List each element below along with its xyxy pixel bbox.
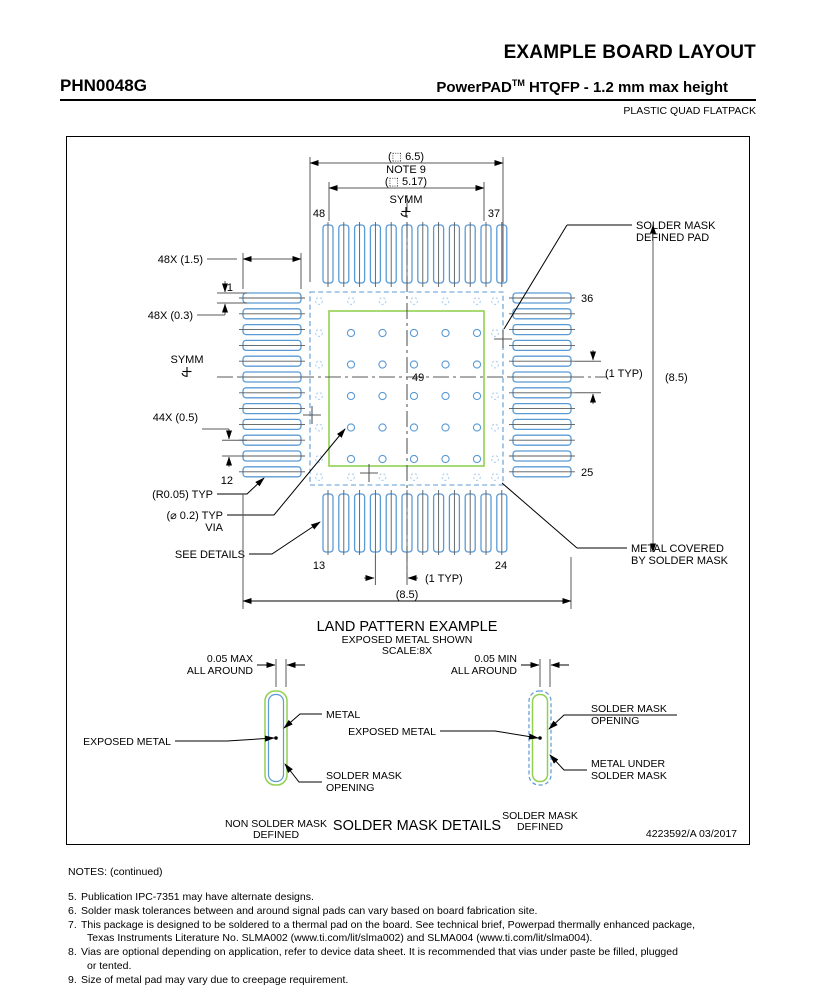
detail-left-leader-metal xyxy=(284,714,322,728)
detail-solder-mask-defined xyxy=(348,653,677,833)
note-text: Vias are optional depending on application, refer to device data sheet. It is recommended that vias under paste be filled, plugged or tented. xyxy=(81,946,678,973)
dim-85-right-label: (8.5) xyxy=(665,372,688,384)
detail-left-leader-exposed xyxy=(175,738,274,741)
detail-left-dimension xyxy=(257,659,305,687)
callout-smd-pad-line1: SOLDER MASK xyxy=(636,220,716,232)
package-description xyxy=(436,78,728,96)
detail-left-caption-1: NON SOLDER MASK xyxy=(224,818,328,830)
dim-via-label: (⌀ 0.2) TYP xyxy=(166,510,223,522)
dim-outer-label: (⬚ 6.5) xyxy=(387,151,425,163)
detail-right-label-under-2: SOLDER MASK xyxy=(591,770,667,782)
detail-left-label-opening-2: OPENING xyxy=(326,782,375,794)
detail-left-label-metal: METAL xyxy=(326,709,361,721)
pin-label-12: 12 xyxy=(220,475,233,487)
detail-left-label-opening-1: SOLDER MASK xyxy=(326,770,402,782)
drawing-number: 4223592/A 03/2017 xyxy=(645,828,737,840)
detail-left-exposed-dot xyxy=(274,736,278,740)
centerline-symbol-left xyxy=(182,367,192,377)
top-pad-row xyxy=(323,225,507,283)
see-details-label: SEE DETAILS xyxy=(174,549,245,561)
drawing-number-block xyxy=(67,824,748,844)
land-pattern-view xyxy=(148,151,729,657)
note-number: 7. xyxy=(68,918,77,931)
dimension-48x-15 xyxy=(207,253,301,289)
note-item xyxy=(68,891,808,905)
detail-right-dim-line2: ALL AROUND xyxy=(450,665,517,677)
callout-metal-covered-line1: METAL COVERED xyxy=(631,543,724,555)
header-divider xyxy=(60,99,756,101)
solder-mask-details-title: SOLDER MASK DETAILS xyxy=(332,818,502,834)
package-type: HTQFP - 1.2 mm max height xyxy=(524,79,728,96)
note-number: 6. xyxy=(68,904,77,917)
symm-top-label: SYMM xyxy=(389,194,423,206)
dim-outer-note: NOTE 9 xyxy=(386,164,426,176)
note-number: 8. xyxy=(68,946,77,959)
detail-left-label-exposed: EXPOSED METAL xyxy=(83,736,171,748)
pin-label-13: 13 xyxy=(312,560,326,572)
dim-48x-03-label: 48X (0.3) xyxy=(147,310,193,322)
leader-metal-covered xyxy=(502,483,627,548)
part-number: PHN0048G xyxy=(60,76,147,95)
notes-list xyxy=(68,891,808,988)
land-pattern-drawing xyxy=(67,137,748,843)
drawing-frame xyxy=(66,136,750,845)
detail-right-label-exposed: EXPOSED METAL xyxy=(348,726,436,738)
note-item xyxy=(68,946,808,974)
pin-label-1: 1 xyxy=(226,282,233,294)
dim-r005-label: (R0.05) TYP xyxy=(152,489,213,501)
dim-44x-05-label: 44X (0.5) xyxy=(152,412,198,424)
bottom-pad-row xyxy=(323,494,507,552)
note-text: This package is designed to be soldered to a thermal pad on the board. See technical brief, Powerpad thermally enhanced package, Texas Instruments Literature No. SLMA002 (www.ti.com/lit/slma002) and SLMA004 (www.ti.com/lit/slma004). xyxy=(81,918,696,945)
detail-right-dim-line1: 0.05 MIN xyxy=(474,653,517,665)
detail-right-exposed-dot xyxy=(538,736,542,740)
detail-right-leader-exposed xyxy=(440,731,538,738)
pin-label-37: 37 xyxy=(487,208,501,220)
dimension-44x-05 xyxy=(202,429,247,467)
detail-left-leader-opening xyxy=(285,764,322,782)
note-number: 5. xyxy=(68,890,77,903)
dim-1typ-right-label: (1 TYP) xyxy=(605,368,643,380)
notes-section xyxy=(68,866,808,988)
centerline-symbol-top xyxy=(401,207,411,217)
note-text: Solder mask tolerances between and around signal pads can vary based on board fabrication site. xyxy=(81,904,538,917)
pin-label-24: 24 xyxy=(494,560,508,572)
dim-48x-15-label: 48X (1.5) xyxy=(157,254,203,266)
dim-inner-label: (⬚ 5.17) xyxy=(384,176,428,188)
note-item xyxy=(68,905,808,919)
page-header xyxy=(60,42,756,117)
note-item xyxy=(68,919,808,947)
land-pattern-caption-2: EXPOSED METAL SHOWN xyxy=(341,634,473,646)
thermal-pad-label-49: 49 xyxy=(412,372,425,384)
leader-see-details xyxy=(249,522,320,554)
dimension-1typ-bottom xyxy=(364,555,418,585)
detail-right-leader-under xyxy=(550,755,587,770)
detail-right-label-opening-1: SOLDER MASK xyxy=(591,703,667,715)
land-pattern-caption: LAND PATTERN EXAMPLE xyxy=(316,619,498,635)
thermal-pad-vias xyxy=(347,329,480,462)
page-title: EXAMPLE BOARD LAYOUT xyxy=(503,42,756,63)
pin-label-48: 48 xyxy=(312,208,326,220)
detail-left-caption-2: DEFINED xyxy=(252,829,300,841)
right-pad-column xyxy=(513,293,571,477)
detail-non-solder-mask-defined xyxy=(83,653,402,841)
package-family: PowerPAD xyxy=(436,79,512,96)
detail-left-dim-line1: 0.05 MAX xyxy=(206,653,253,665)
callout-metal-covered-line2: BY SOLDER MASK xyxy=(631,555,728,567)
dim-1typ-bottom-label: (1 TYP) xyxy=(425,573,463,585)
dim-via-label-2: VIA xyxy=(205,522,223,534)
notes-heading: NOTES: (continued) xyxy=(68,866,163,878)
detail-right-label-under-1: METAL UNDER xyxy=(591,758,666,770)
dim-85-bottom-label: (8.5) xyxy=(395,589,419,601)
detail-right-caption-2: DEFINED xyxy=(516,821,564,833)
pin-label-25: 25 xyxy=(581,467,594,479)
callout-smd-pad-line2: DEFINED PAD xyxy=(636,232,710,244)
detail-right-dimension xyxy=(521,659,569,687)
land-pattern-caption-3: SCALE:8X xyxy=(381,645,433,657)
note-text: Size of metal pad may vary due to creepage requirement. xyxy=(81,974,349,987)
symm-left-label: SYMM xyxy=(170,354,204,366)
header-subtitle: PLASTIC QUAD FLATPACK xyxy=(623,105,756,117)
pin-label-36: 36 xyxy=(581,293,594,305)
detail-right-caption-1: SOLDER MASK xyxy=(502,810,578,822)
detail-right-label-opening-2: OPENING xyxy=(591,715,640,727)
trademark-icon: TM xyxy=(511,78,525,88)
note-text: Publication IPC-7351 may have alternate designs. xyxy=(81,890,314,903)
left-pad-column xyxy=(243,293,301,477)
detail-left-dim-line2: ALL AROUND xyxy=(186,665,253,677)
note-number: 9. xyxy=(68,974,77,987)
